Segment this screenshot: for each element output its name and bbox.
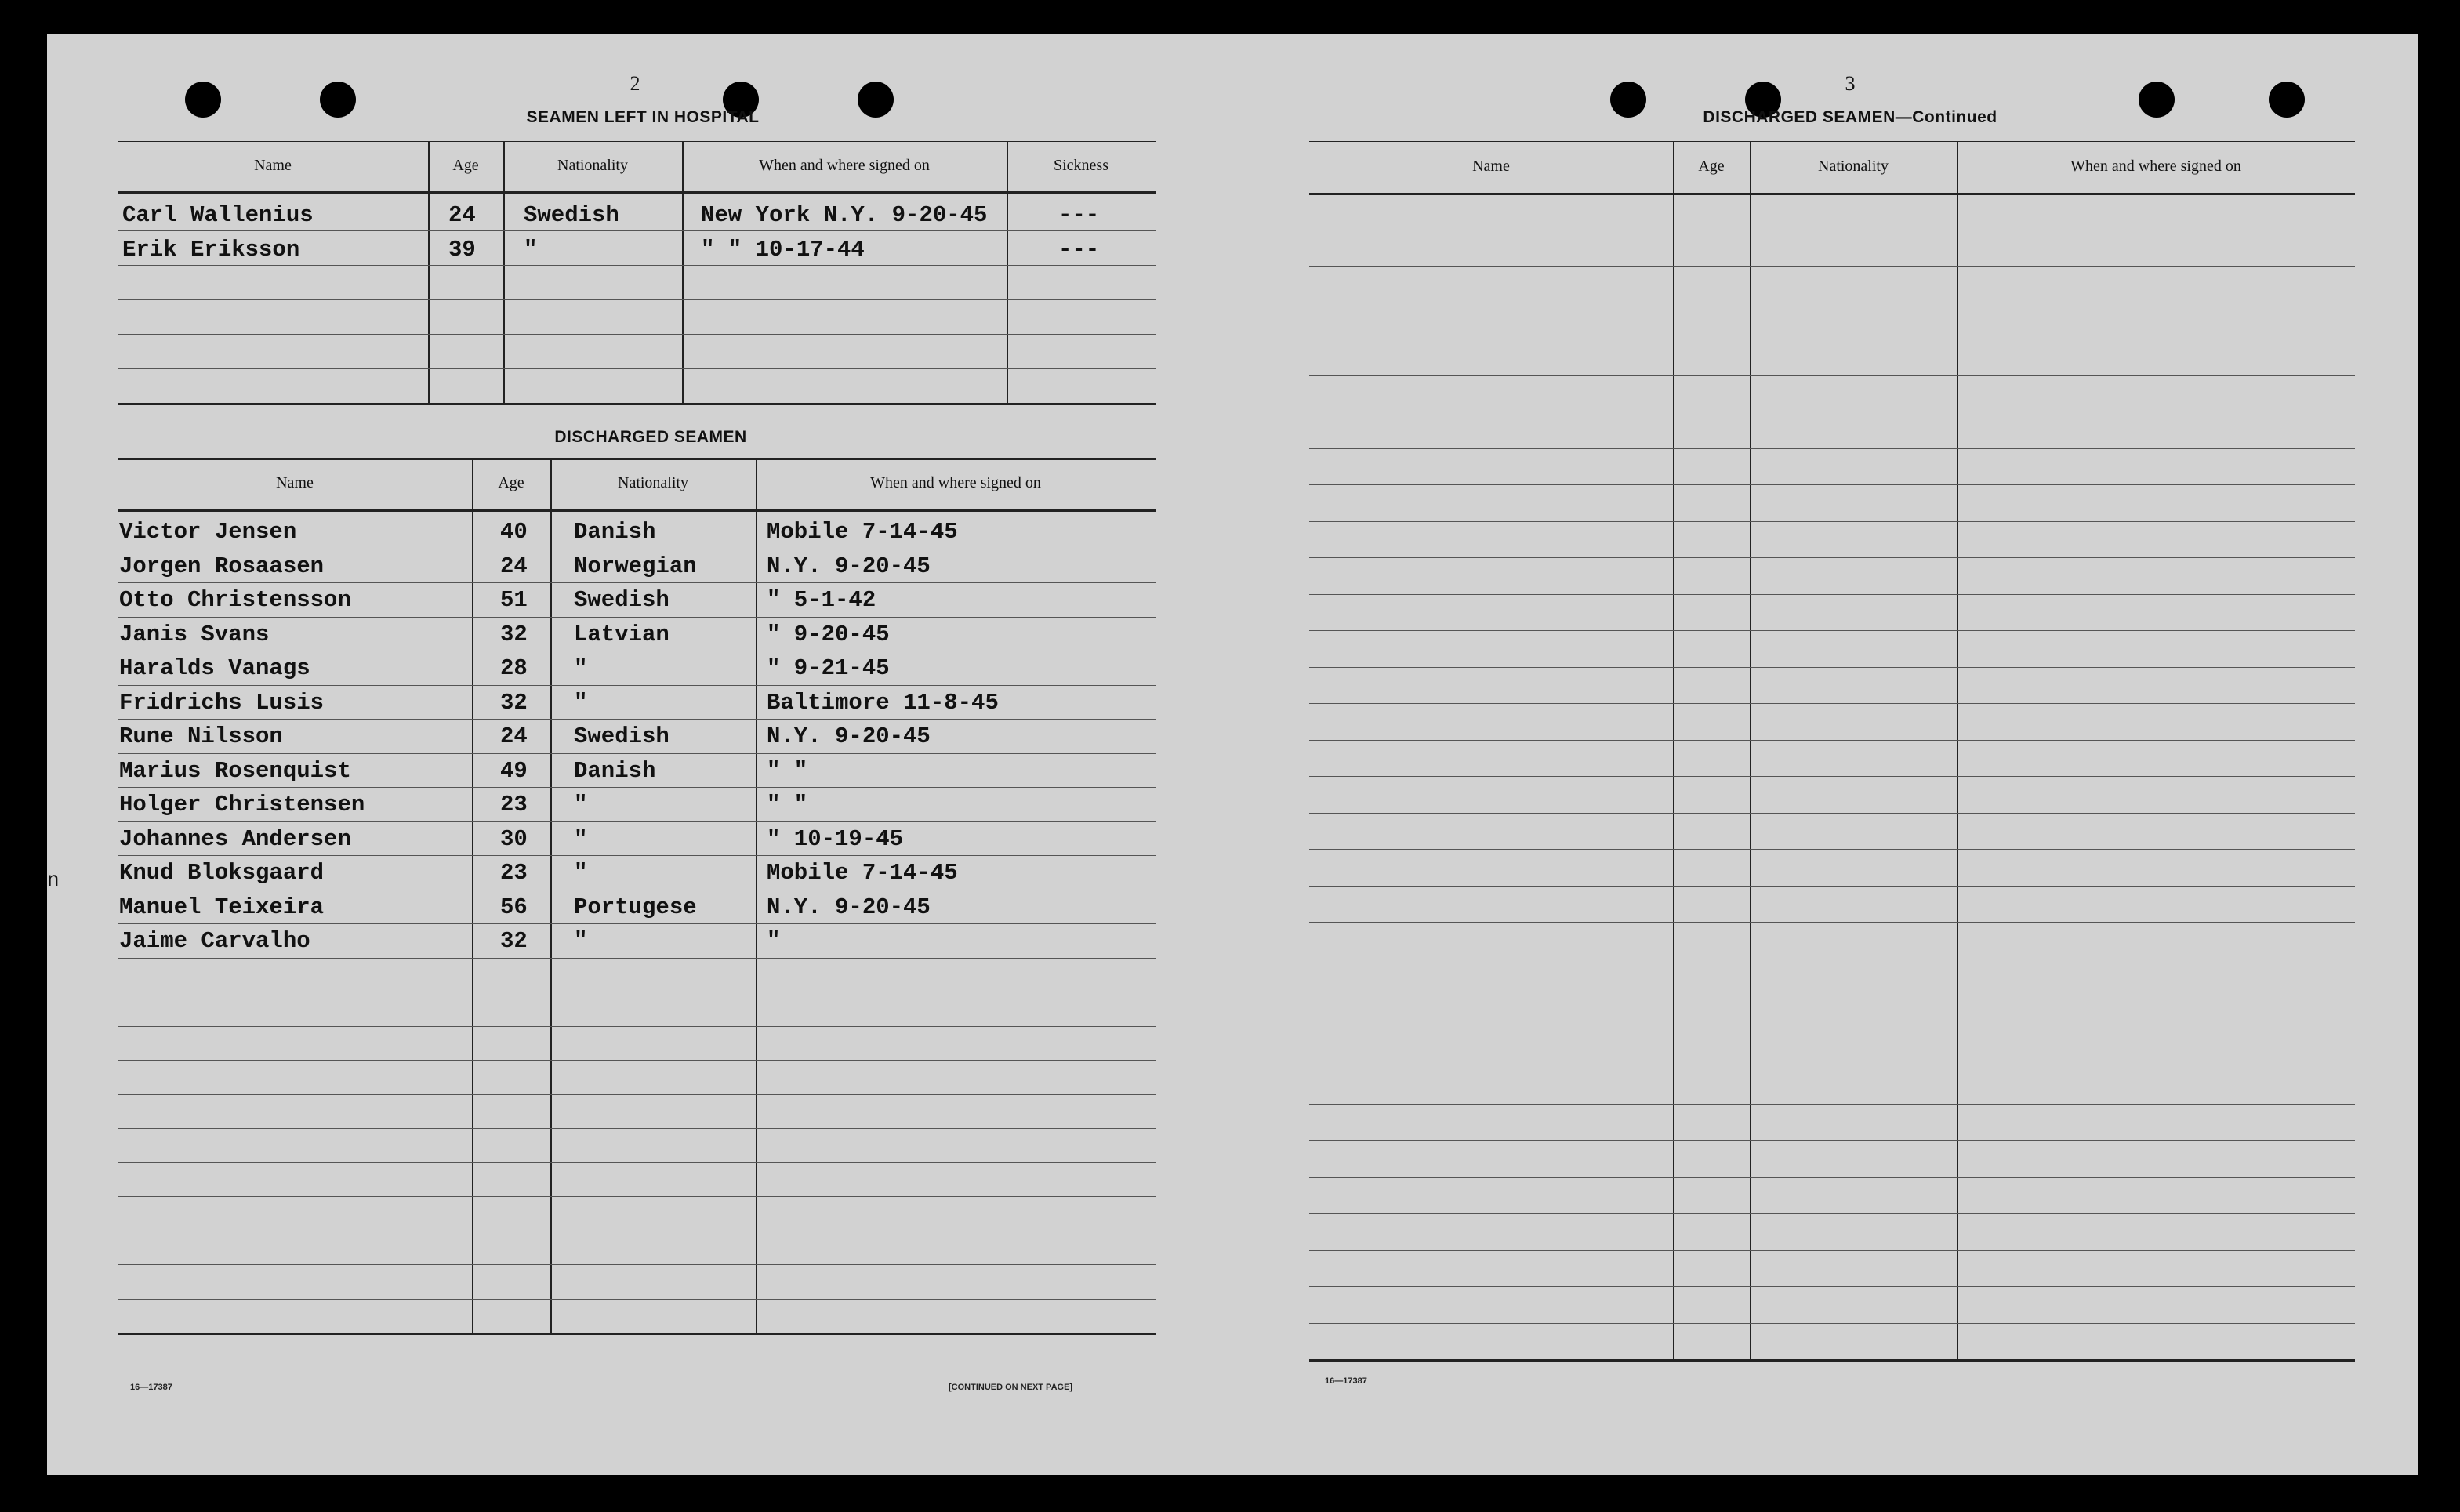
row-rule [118, 1128, 1156, 1129]
row-rule [1309, 266, 2355, 267]
punch-hole [320, 82, 356, 118]
table-header-rule [1309, 193, 2355, 195]
table-cell: Victor Jensen [119, 519, 297, 545]
column-rule [472, 458, 473, 1333]
table-cell: Manuel Teixeira [119, 894, 325, 920]
column-header: When and where signed on [870, 474, 1041, 491]
table-cell: Rune Nilsson [119, 723, 283, 749]
table-cell: Danish [574, 757, 656, 784]
table-cell: Mobile 7-14-45 [767, 519, 958, 545]
row-rule [1309, 886, 2355, 887]
table-cell: Haralds Vanags [119, 655, 310, 681]
row-rule [118, 787, 1156, 788]
row-rule [118, 855, 1156, 856]
punch-hole [1610, 82, 1646, 118]
row-rule [118, 719, 1156, 720]
row-rule [1309, 776, 2355, 777]
table-cell: Erik Eriksson [122, 237, 300, 263]
table-cell: " " [767, 792, 808, 818]
table-top-rule [1309, 141, 2355, 146]
row-rule [118, 1094, 1156, 1095]
column-header: Name [276, 474, 314, 491]
table-cell: Janis Svans [119, 621, 270, 647]
row-rule [1309, 557, 2355, 558]
row-rule [118, 230, 1156, 231]
table-cell: 39 [448, 237, 476, 263]
row-rule [118, 1060, 1156, 1061]
table-cell: 51 [500, 587, 528, 613]
table-cell: 24 [500, 553, 528, 579]
row-rule [118, 1264, 1156, 1265]
form-number-left: 16—17387 [130, 1383, 172, 1392]
table-cell: " [574, 860, 588, 886]
table-cell: Baltimore 11-8-45 [767, 689, 999, 716]
row-rule [118, 685, 1156, 686]
table-cell: " [574, 689, 588, 716]
column-header: Age [498, 474, 524, 491]
row-rule [118, 582, 1156, 583]
table-cell: Otto Christensson [119, 587, 351, 613]
table-cell: Latvian [574, 621, 669, 647]
row-rule [1309, 521, 2355, 522]
row-rule [118, 368, 1156, 369]
table-cell: " [574, 928, 588, 954]
table-top-rule [118, 141, 1156, 146]
column-header: Nationality [1818, 158, 1889, 175]
table-cell: Jorgen Rosaasen [119, 553, 325, 579]
row-rule [1309, 448, 2355, 449]
table-cell: Norwegian [574, 553, 697, 579]
table-cell: 23 [500, 860, 528, 886]
column-header: Nationality [618, 474, 688, 491]
table-cell: " 10-19-45 [767, 825, 904, 852]
row-rule [1309, 667, 2355, 668]
table-cell: " [767, 928, 781, 954]
continued-section-title: DISCHARGED SEAMEN—Continued [1703, 108, 1997, 126]
table-cell: " [574, 792, 588, 818]
table-cell: Fridrichs Lusis [119, 689, 325, 716]
table-cell: 28 [500, 655, 528, 681]
table-cell: Marius Rosenquist [119, 757, 351, 784]
row-rule [118, 923, 1156, 924]
punch-hole [185, 82, 221, 118]
row-rule [118, 617, 1156, 618]
row-rule [118, 821, 1156, 822]
row-rule [1309, 1177, 2355, 1178]
table-cell: 56 [500, 894, 528, 920]
column-header: Name [254, 157, 292, 174]
column-header: Age [452, 157, 479, 174]
form-number-right: 16—17387 [1325, 1376, 1367, 1386]
column-header: When and where signed on [2070, 158, 2241, 175]
table-cell: " 9-21-45 [767, 655, 890, 681]
column-rule [550, 458, 552, 1333]
table-cell: " " 10-17-44 [701, 237, 865, 263]
row-rule [1309, 1213, 2355, 1214]
table-cell: --- [1058, 237, 1100, 263]
table-cell: Mobile 7-14-45 [767, 860, 958, 886]
table-cell: 32 [500, 621, 528, 647]
row-rule [1309, 1323, 2355, 1324]
table-cell: " 5-1-42 [767, 587, 876, 613]
row-rule [118, 1196, 1156, 1197]
row-rule [1309, 630, 2355, 631]
table-cell: " 9-20-45 [767, 621, 890, 647]
table-cell: --- [1058, 202, 1100, 228]
row-rule [1309, 375, 2355, 376]
page-number-right: 3 [1845, 72, 1856, 95]
row-rule [1309, 740, 2355, 741]
table-cell: Danish [574, 519, 656, 545]
column-rule [682, 141, 684, 403]
row-rule [1309, 484, 2355, 485]
discharged-section-title: DISCHARGED SEAMEN [554, 428, 747, 446]
row-rule [1309, 1286, 2355, 1287]
table-cell: 32 [500, 928, 528, 954]
row-rule [118, 403, 1156, 405]
row-rule [118, 334, 1156, 335]
column-header: Age [1698, 158, 1725, 175]
table-cell: " " [767, 757, 808, 784]
column-header: Name [1472, 158, 1510, 175]
column-header: Sickness [1054, 157, 1108, 174]
row-rule [1309, 813, 2355, 814]
punch-hole [2139, 82, 2175, 118]
row-rule [118, 753, 1156, 754]
table-cell: Carl Wallenius [122, 202, 314, 228]
row-rule [118, 1299, 1156, 1300]
row-rule [118, 265, 1156, 266]
column-header: Nationality [557, 157, 628, 174]
row-rule [1309, 1359, 2355, 1362]
column-header: When and where signed on [759, 157, 930, 174]
row-rule [1309, 594, 2355, 595]
row-rule [118, 299, 1156, 300]
table-top-rule [118, 458, 1156, 462]
table-cell: 23 [500, 792, 528, 818]
table-cell: " [574, 825, 588, 852]
document-paper [47, 34, 2418, 1475]
punch-hole [858, 82, 894, 118]
table-cell: Swedish [524, 202, 619, 228]
table-cell: Swedish [574, 587, 669, 613]
table-cell: 32 [500, 689, 528, 716]
table-cell: N.Y. 9-20-45 [767, 723, 931, 749]
table-cell: 24 [448, 202, 476, 228]
punch-hole [2269, 82, 2305, 118]
row-rule [118, 1162, 1156, 1163]
row-rule [118, 958, 1156, 959]
table-header-rule [118, 509, 1156, 512]
continued-note: [CONTINUED ON NEXT PAGE] [949, 1383, 1073, 1392]
column-rule [1007, 141, 1008, 403]
page-number-left: 2 [630, 72, 640, 95]
table-cell: 40 [500, 519, 528, 545]
table-cell: 49 [500, 757, 528, 784]
table-cell: Jaime Carvalho [119, 928, 310, 954]
row-rule [1309, 703, 2355, 704]
table-cell: Knud Bloksgaard [119, 860, 325, 886]
column-rule [503, 141, 505, 403]
table-header-rule [118, 191, 1156, 194]
row-rule [1309, 849, 2355, 850]
table-cell: 30 [500, 825, 528, 852]
table-cell: N.Y. 9-20-45 [767, 553, 931, 579]
table-cell: New York N.Y. 9-20-45 [701, 202, 988, 228]
table-cell: N.Y. 9-20-45 [767, 894, 931, 920]
table-cell: Johannes Andersen [119, 825, 351, 852]
table-cell: " [574, 655, 588, 681]
table-cell: Portugese [574, 894, 697, 920]
table-cell: Swedish [574, 723, 669, 749]
table-cell: " [524, 237, 538, 263]
table-cell: Holger Christensen [119, 792, 365, 818]
row-rule [118, 1026, 1156, 1027]
column-rule [428, 141, 430, 403]
row-rule [1309, 1104, 2355, 1105]
table-cell: 24 [500, 723, 528, 749]
row-rule [118, 1333, 1156, 1335]
row-rule [1309, 1250, 2355, 1251]
margin-mark: n [47, 868, 60, 892]
hospital-section-title: SEAMEN LEFT IN HOSPITAL [526, 108, 760, 126]
column-rule [756, 458, 757, 1333]
row-rule [1309, 1140, 2355, 1141]
row-rule [1309, 922, 2355, 923]
